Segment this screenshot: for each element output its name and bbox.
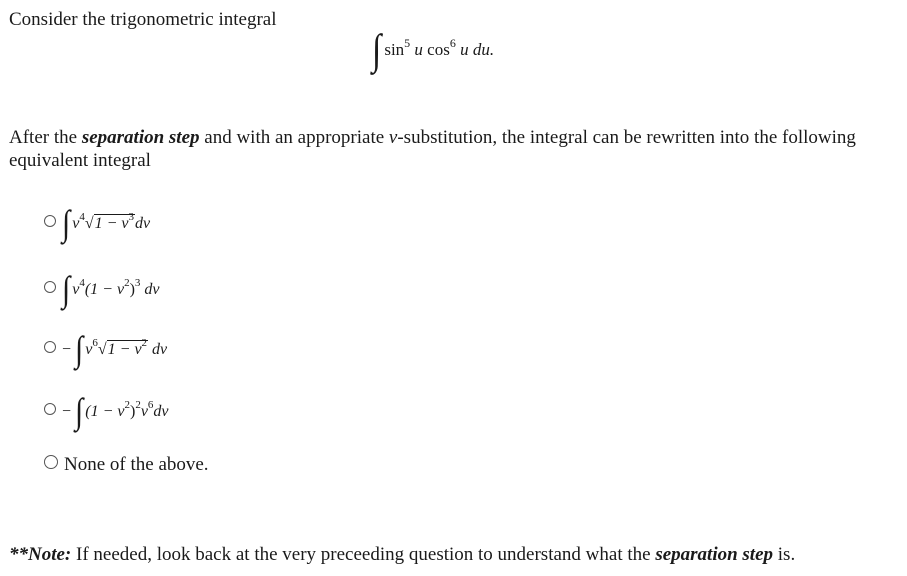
sin-exponent: 5: [404, 36, 411, 50]
note-label: Note:: [28, 544, 72, 565]
factor-exponent: 4: [79, 277, 85, 289]
option-none[interactable]: [44, 454, 209, 476]
radio-button[interactable]: [44, 455, 58, 469]
inner-exponent: 2: [124, 399, 130, 411]
radicand: 1 − v: [94, 215, 129, 232]
note-text-part: If needed, look back at the very preceeding question to understand what the: [71, 544, 656, 565]
option-3[interactable]: [44, 329, 168, 370]
radio-button[interactable]: [44, 215, 56, 227]
minus-sign: −: [62, 403, 72, 420]
note-prefix: **: [9, 544, 28, 565]
cos-exponent: 6: [449, 36, 456, 50]
integral-sign: ∫: [62, 203, 71, 244]
square-root: $√1 - v^3$: [84, 211, 135, 232]
question-text-part: -substitution, the integral can be rewritten into the following equivalent integral: [9, 127, 856, 171]
square-root: $√1 - v^2$: [97, 337, 148, 358]
radicand: 1 − v: [107, 341, 142, 358]
factor-exponent: 6: [92, 337, 98, 349]
differential: du.: [472, 40, 495, 59]
minus-sign: −: [62, 341, 72, 358]
cos-function: cos: [427, 40, 450, 59]
main-integral: [372, 27, 495, 74]
question-text: [9, 126, 889, 172]
inner-expression: (1 − v: [85, 403, 125, 420]
question-text-part: and with an appropriate: [199, 127, 389, 148]
factor-var: v: [72, 281, 80, 298]
factor-var: v: [72, 215, 80, 232]
integral-sign: ∫: [75, 329, 84, 370]
inner-expression: (1 − v: [84, 281, 125, 298]
radio-button[interactable]: [44, 341, 56, 353]
factor-exponent: 4: [79, 211, 85, 223]
option-none-label: None of the above.: [64, 454, 209, 475]
factor-var: v: [85, 341, 93, 358]
variable-v: v: [388, 127, 398, 148]
close-paren: ): [129, 281, 135, 298]
differential: dv: [144, 281, 160, 298]
factor-var: v: [140, 403, 148, 420]
intro-text: Consider the trigonometric integral: [9, 9, 277, 30]
differential: dv: [135, 215, 151, 232]
sin-function: sin: [384, 40, 405, 59]
integral-sign: ∫: [372, 27, 382, 74]
radicand-exponent: 3: [128, 211, 135, 223]
outer-exponent: 2: [135, 399, 141, 411]
differential: dv: [152, 341, 168, 358]
question-text-part: After the: [9, 127, 82, 148]
integral-sign: ∫: [62, 269, 71, 310]
option-4[interactable]: [44, 391, 169, 432]
integral-sign: ∫: [75, 391, 84, 432]
close-paren: ): [129, 403, 136, 420]
option-2[interactable]: [44, 269, 160, 310]
variable-u: u: [414, 40, 423, 59]
differential: dv: [153, 403, 169, 420]
radio-button[interactable]: [44, 281, 56, 293]
emphasis-separation-step: separation step: [655, 544, 774, 565]
note-text-part: is.: [773, 544, 796, 565]
emphasis-separation-step: separation step: [81, 127, 200, 148]
option-1[interactable]: [44, 203, 151, 244]
factor-exponent: 6: [147, 399, 154, 411]
inner-exponent: 2: [124, 277, 130, 289]
variable-u: u: [460, 40, 469, 59]
radicand-exponent: 2: [141, 337, 148, 349]
note-text: [9, 544, 795, 566]
outer-exponent: 3: [134, 277, 141, 289]
radio-button[interactable]: [44, 403, 56, 415]
